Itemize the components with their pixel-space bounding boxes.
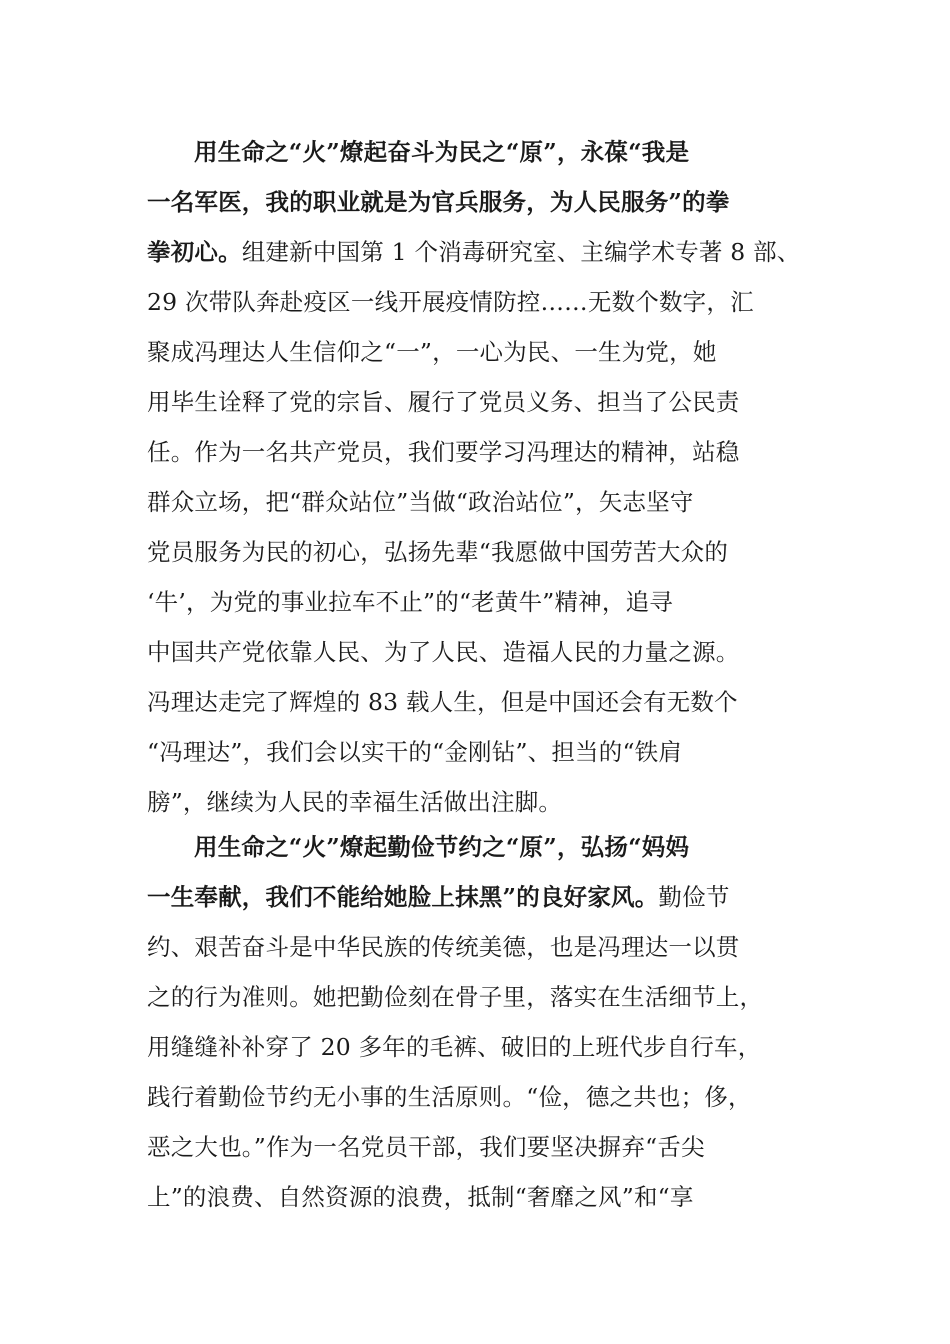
text-run: 之的行为准则。她把勤俭刻在骨子里，落实在生活细节上， (147, 983, 764, 1011)
text-line (147, 537, 728, 567)
text-run: 群众立场，把“群众站位”当做“政治站位”，矢志坚守 (147, 488, 694, 516)
text-run: 冯理达走完了辉煌的 83 载人生，但是中国还会有无数个 (147, 688, 738, 716)
text-line (147, 882, 730, 912)
text-line (147, 287, 754, 317)
text-run: 践行着勤俭节约无小事的生活原则。“俭，德之共也；侈， (147, 1083, 752, 1111)
text-line (147, 487, 694, 517)
text-run: 勤俭节 (658, 883, 730, 911)
text-run: 上”的浪费、自然资源的浪费，抵制“奢靡之风”和“享 (147, 1183, 694, 1211)
text-run: 聚成冯理达人生信仰之“一”，一心为民、一生为党，她 (147, 338, 717, 366)
text-line (147, 437, 740, 467)
text-line (147, 637, 740, 667)
text-line (147, 1032, 761, 1062)
bold-text-run: 拳初心。 (147, 238, 242, 266)
text-line (194, 832, 689, 862)
text-run: 中国共产党依靠人民、为了人民、造福人民的力量之源。 (147, 638, 740, 666)
text-line (147, 1082, 752, 1112)
text-run: 恶之大也。”作为一名党员干部，我们要坚决摒弃“舌尖 (147, 1133, 705, 1161)
text-line (147, 932, 740, 962)
text-run: “冯理达”，我们会以实干的“金刚钻”、担当的“铁肩 (147, 738, 683, 766)
text-run: 任。作为一名共产党员，我们要学习冯理达的精神，站稳 (147, 438, 740, 466)
text-run: 用毕生诠释了党的宗旨、履行了党员义务、担当了公民责 (147, 388, 740, 416)
text-line (147, 387, 740, 417)
text-line (147, 1182, 694, 1212)
text-line (147, 737, 682, 767)
bold-text-run: 一生奉献，我们不能给她脸上抹黑”的良好家风。 (147, 883, 659, 911)
bold-text-run: 一名军医，我的职业就是为官兵服务，为人民服务”的拳 (147, 188, 730, 216)
bold-text-run: 用生命之“火”燎起勤俭节约之“原”，弘扬“妈妈 (194, 833, 690, 861)
text-run: ‘牛’，为党的事业拉车不止”的“老黄牛”精神，追寻 (147, 588, 673, 616)
text-line (147, 587, 673, 617)
text-run: 约、艰苦奋斗是中华民族的传统美德，也是冯理达一以贯 (147, 933, 740, 961)
text-run: 29 次带队奔赴疫区一线开展疫情防控……无数个数字，汇 (147, 288, 754, 316)
text-line (147, 787, 562, 817)
text-line (147, 982, 763, 1012)
text-run: 膀”，继续为人民的幸福生活做出注脚。 (147, 788, 563, 816)
bold-text-run: 用生命之“火”燎起奋斗为民之“原”，永葆“我是 (194, 138, 690, 166)
text-run: 用缝缝补补穿了 20 多年的毛裤、破旧的上班代步自行车， (147, 1033, 762, 1061)
text-line (147, 187, 730, 217)
text-run: 党员服务为民的初心，弘扬先辈“我愿做中国劳苦大众的 (147, 538, 729, 566)
text-line (147, 687, 738, 717)
text-line (194, 137, 689, 167)
text-line (147, 1132, 705, 1162)
text-run: 组建新中国第 1 个消毒研究室、主编学术专著 8 部、 (241, 238, 801, 266)
text-line (147, 337, 717, 367)
text-line (147, 237, 801, 267)
